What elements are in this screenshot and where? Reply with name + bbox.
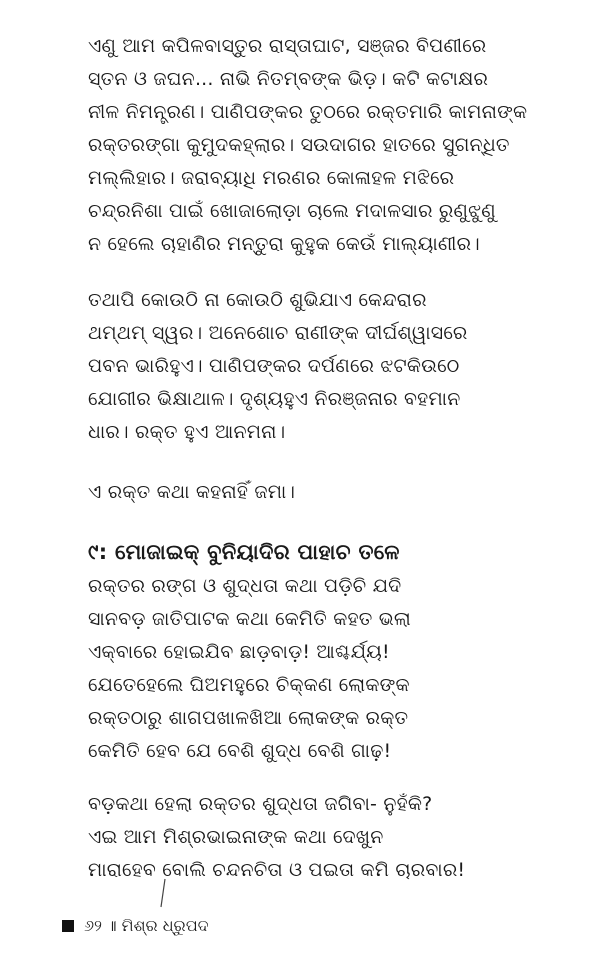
poem-line: ଯୋଗୀର ଭିକ୍ଷାଥାଳ। ଦୃଶ୍ୟହୁଏ ନିରଞ୍ଜନାର ବହମାନ — [88, 388, 461, 410]
poem-line: ସ୍ତନ ଓ ଜଘନ... ନାଭି ନିତମ୍ବଙ୍କ ଭିଡ଼। କଟି କଟାକ୍ଷର — [88, 68, 489, 90]
section-heading: ୯: ମୋଜାଇକ୍ ବୁନିୟାଦିର ପାହାଚ ତଳେ — [88, 540, 400, 564]
page-footer — [62, 914, 209, 938]
poem-line: ରକ୍ତର ରଙ୍ଗ ଓ ଶୁଦ୍ଧତା କଥା ପଡ଼ିଚି ଯଦି — [88, 575, 402, 597]
poem-line: ରକ୍ତରଙ୍ଗା କୁମୁଦକହ୍ଲାର। ସଉଦାଗର ହାତରେ ସୁଗନ୍ଧିତ — [88, 134, 510, 156]
poem-line: ଏଇ ଆମ ମିଶ୍ରଭାଇନାଙ୍କ କଥା ଦେଖୁନ — [88, 826, 384, 848]
stanza-1 — [88, 30, 588, 261]
poem-line: ବଡ଼କଥା ହେଲା ରକ୍ତର ଶୁଦ୍ଧତା ଜଗିବା- ନୁହଁକି? — [88, 793, 433, 815]
footer-page-number-and-title: ୬୨ ॥ ମିଶ୍ର ଧ୍ରୁପଦ — [84, 916, 209, 935]
poem-line: ସାନବଡ଼ ଜାତିପାଟକ କଥା କେମିତି କହତ ଭଲା — [88, 608, 412, 630]
black-square-icon — [62, 920, 74, 932]
poem-line: ତଥାପି କୋଉଠି ନା କୋଉଠି ଶୁଭିଯାଏ କେନ୍ଦରାର — [88, 289, 427, 311]
stanza-4 — [88, 570, 588, 768]
poem-line: ଧାର। ରକ୍ତ ହୁଏ ଆନମନା। — [88, 421, 286, 443]
stanza-5 — [88, 788, 588, 887]
poem-line: କେମିତି ହେବ ଯେ ବେଶି ଶୁଦ୍ଧ ବେଶି ଗାଢ଼! — [88, 740, 392, 762]
stanza-2 — [88, 284, 588, 449]
stanza-3 — [88, 476, 588, 509]
poem-line: ମାରାହେବ ବୋଲି ଚନ୍ଦନଚିତା ଓ ପଇତା କମି ଚାରବାର! — [88, 859, 466, 881]
poem-line: ଏଣୁ ଆମ କପିଳବାସ୍ତୁର ରାସ୍ତାଘାଟ, ସଞ୍ଜର ବିପଣୀରେ — [88, 35, 487, 57]
poem-line: ଥମ୍‌ଥମ୍ ସ୍ୱର। ଅନେଶୋଚ ରାଣୀଙ୍କ ଦୀର୍ଘଶ୍ୱାସରେ — [88, 322, 468, 344]
poem-line: ନ ହେଲେ ଚାହାଣିର ମନ୍ତୁରା କୁହୁକ କେଉଁ ମାଲ୍ୟାଣୀର। — [88, 233, 480, 255]
poem-line: ଏ ରକ୍ତ କଥା କହନାହିଁ ଜମା। — [88, 481, 296, 503]
poem-line: ଯେତେହେଲେ ଘିଅମହୁରେ ଚିକ୍‌କଣ ଲୋକଙ୍କ — [88, 674, 410, 696]
poem-line: ମଲ୍ଲିହାର। ଜରାବ୍ୟାଧି ମରଣର କୋଳାହଳ ମଝିରେ — [88, 167, 455, 189]
poem-line: ନୀଳ ନିମନ୍ତ୍ରଣ। ପାଣିପଙ୍କର ତୁଠରେ ରକ୍ତମାରି କାମନାଙ୍କ — [88, 101, 528, 123]
pen-stroke-mark — [158, 878, 168, 908]
poem-line: ଚନ୍ଦ୍ରନିଶା ପାଇଁ ଖୋଜାଲୋଡ଼ା ଚାଲେ ମଦାଳସାର ରୁଣୁଝୁଣୁ — [88, 200, 496, 222]
poem-line: ପବନ ଭାରିହୁଏ। ପାଣିପଙ୍କର ଦର୍ପଣରେ ଝଟକିଉଠେ — [88, 355, 460, 377]
poem-line: ଏକ୍‌ବାରେ ହୋଇଯିବ ଛାଡ଼ବାଡ଼! ଆଶ୍ଚର୍ଯ୍ୟ! — [88, 641, 390, 663]
poem-line: ରକ୍ତଠାରୁ ଶାଗପଖାଳଖିଆ ଲୋକଙ୍କ ରକ୍ତ — [88, 707, 409, 729]
